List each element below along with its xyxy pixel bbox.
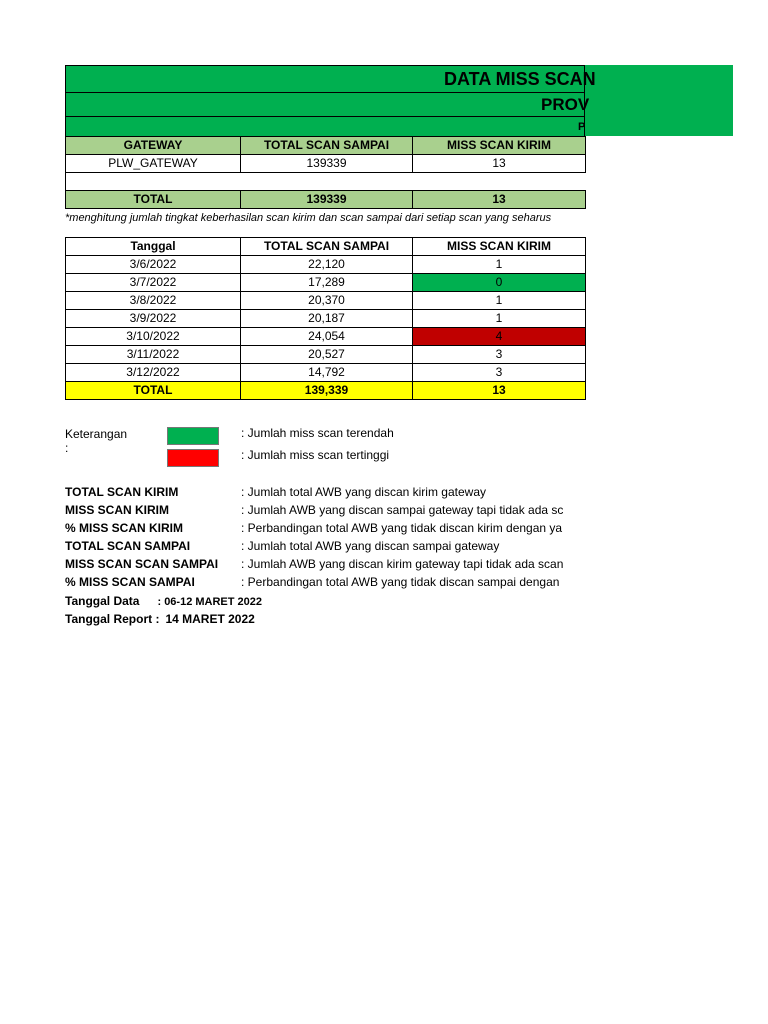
- table-row: [66, 328, 586, 346]
- definition-row: [65, 573, 585, 591]
- daily-total-row: [66, 382, 586, 400]
- legend-highest-text: : Jumlah miss scan tertinggi: [241, 448, 390, 462]
- definitions-list: [65, 483, 585, 591]
- empty-cell: [66, 173, 586, 191]
- data-date-value: : 06-12 MARET 2022: [157, 596, 263, 608]
- gateway-cell: PLW_GATEWAY: [66, 155, 241, 173]
- definition-term: MISS SCAN SCAN SAMPAI: [65, 557, 219, 571]
- total-scan-cell: 20,527: [241, 346, 413, 364]
- definition-desc: : Jumlah AWB yang discan kirim gateway tapi tidak ada scan: [241, 557, 564, 571]
- report-date-label: Tanggal Report :: [65, 612, 160, 626]
- report-meta: [65, 592, 262, 628]
- col-header: MISS SCAN KIRIM: [413, 238, 586, 256]
- definition-term: TOTAL SCAN KIRIM: [65, 485, 179, 499]
- data-date-row: [65, 592, 262, 610]
- total-scan-cell: 20,370: [241, 292, 413, 310]
- miss-scan-cell: 1: [413, 292, 586, 310]
- table-row: [66, 155, 586, 173]
- definition-term: % MISS SCAN SAMPAI: [65, 575, 195, 589]
- total-scan-cell: 139339: [241, 191, 413, 209]
- date-cell: 3/7/2022: [66, 274, 241, 292]
- daily-table: [65, 237, 586, 400]
- definition-desc: : Perbandingan total AWB yang tidak discan sampai dengan: [241, 575, 560, 589]
- miss-scan-cell: 13: [413, 191, 586, 209]
- table-row: [66, 274, 586, 292]
- miss-scan-cell: 3: [413, 364, 586, 382]
- definition-row: [65, 537, 585, 555]
- col-header: GATEWAY: [66, 137, 241, 155]
- definition-row: [65, 483, 585, 501]
- definition-row: [65, 519, 585, 537]
- report-subtitle: PROV: [65, 92, 585, 116]
- definition-desc: : Perbandingan total AWB yang tidak discan kirim dengan ya: [241, 521, 563, 535]
- date-cell: 3/12/2022: [66, 364, 241, 382]
- report-sheet: [65, 65, 596, 400]
- empty-row: [66, 173, 586, 191]
- date-cell: 3/8/2022: [66, 292, 241, 310]
- definition-desc: : Jumlah total AWB yang discan sampai gateway: [241, 539, 500, 553]
- miss-scan-cell: 13: [413, 155, 586, 173]
- table-row: [66, 256, 586, 274]
- highest-color-swatch: [167, 449, 219, 467]
- miss-scan-cell: 1: [413, 310, 586, 328]
- total-scan-cell: 139339: [241, 155, 413, 173]
- date-cell: 3/6/2022: [66, 256, 241, 274]
- table-row: [66, 292, 586, 310]
- legend-label: Keterangan :: [65, 427, 128, 455]
- total-scan-cell: 14,792: [241, 364, 413, 382]
- report-date-row: [65, 610, 262, 628]
- col-header: TOTAL SCAN SAMPAI: [241, 238, 413, 256]
- miss-scan-cell: 13: [413, 382, 586, 400]
- table-row: [66, 364, 586, 382]
- report-date-value: 14 MARET 2022: [165, 612, 255, 626]
- report-title: DATA MISS SCAN: [65, 65, 585, 92]
- summary-table: [65, 136, 586, 209]
- summary-total-row: [66, 191, 586, 209]
- legend-lowest-text: : Jumlah miss scan terendah: [241, 426, 394, 440]
- data-date-label: Tanggal Data: [65, 594, 140, 608]
- total-scan-cell: 139,339: [241, 382, 413, 400]
- date-cell: 3/9/2022: [66, 310, 241, 328]
- lowest-color-swatch: [167, 427, 219, 445]
- title-fill-extension: [585, 65, 733, 136]
- total-label: TOTAL: [66, 382, 241, 400]
- total-scan-cell: 20,187: [241, 310, 413, 328]
- col-header: MISS SCAN KIRIM: [413, 137, 586, 155]
- definition-desc: : Jumlah AWB yang discan sampai gateway tapi tidak ada sc: [241, 503, 564, 517]
- summary-header-row: [66, 137, 586, 155]
- col-header: TOTAL SCAN SAMPAI: [241, 137, 413, 155]
- table-row: [66, 346, 586, 364]
- miss-scan-cell-highest: 4: [413, 328, 586, 346]
- date-cell: 3/11/2022: [66, 346, 241, 364]
- definition-row: [65, 555, 585, 573]
- miss-scan-cell: 1: [413, 256, 586, 274]
- total-scan-cell: 17,289: [241, 274, 413, 292]
- miss-scan-cell-lowest: 0: [413, 274, 586, 292]
- footnote: *menghitung jumlah tingkat keberhasilan scan kirim dan scan sampai dari setiap scan yang seharus: [65, 212, 552, 224]
- definition-term: TOTAL SCAN SAMPAI: [65, 539, 191, 553]
- total-label: TOTAL: [66, 191, 241, 209]
- daily-header-row: [66, 238, 586, 256]
- date-cell: 3/10/2022: [66, 328, 241, 346]
- table-row: [66, 310, 586, 328]
- definition-row: [65, 501, 585, 519]
- total-scan-cell: 24,054: [241, 328, 413, 346]
- miss-scan-cell: 3: [413, 346, 586, 364]
- report-subtitle-2: P: [65, 116, 585, 136]
- definition-term: % MISS SCAN KIRIM: [65, 521, 184, 535]
- total-scan-cell: 22,120: [241, 256, 413, 274]
- col-header: Tanggal: [66, 238, 241, 256]
- definition-desc: : Jumlah total AWB yang discan kirim gateway: [241, 485, 486, 499]
- definition-term: MISS SCAN KIRIM: [65, 503, 170, 517]
